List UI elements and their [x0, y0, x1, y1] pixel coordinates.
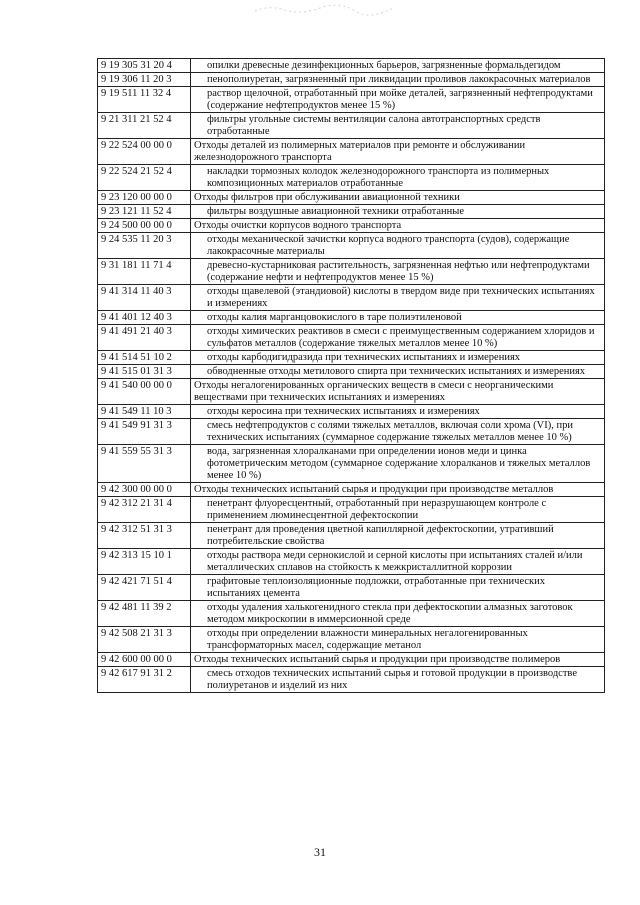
table-row [98, 191, 605, 205]
waste-description-cell: Отходы очистки корпусов водного транспорта [191, 219, 605, 233]
waste-code-cell: 9 41 559 55 31 3 [98, 445, 191, 483]
waste-code-cell: 9 42 300 00 00 0 [98, 483, 191, 497]
waste-description-cell: пенетрант для проведения цветной капиллярной дефектоскопии, утративший потребительские свойства [191, 523, 605, 549]
scan-noise-mark [250, 2, 400, 16]
waste-codes-table [97, 58, 605, 693]
table-row [98, 627, 605, 653]
table-row [98, 667, 605, 693]
waste-code-cell: 9 24 500 00 00 0 [98, 219, 191, 233]
waste-description-cell: отходы керосина при технических испытаниях и измерениях [191, 405, 605, 419]
waste-description-cell: пенополиуретан, загрязненный при ликвидации проливов лакокрасочных материалов [191, 73, 605, 87]
waste-description-cell: отходы удаления халькогенидного стекла при дефектоскопии алмазных заготовок методом микроскопии в иммерсионной среде [191, 601, 605, 627]
waste-code-cell: 9 41 514 51 10 2 [98, 351, 191, 365]
table-row [98, 483, 605, 497]
waste-description-cell: обводненные отходы метилового спирта при технических испытаниях и измерениях [191, 365, 605, 379]
waste-description-cell: вода, загрязненная хлоралканами при определении ионов меди и цинка фотометрическим методом (суммарное содержание хлоралканов и тяжелых металлов менее 10 %) [191, 445, 605, 483]
waste-description-cell: отходы раствора меди сернокислой и серной кислоты при испытаниях сталей и/или металлических сплавов на стойкость к межкристаллитной коррозии [191, 549, 605, 575]
waste-code-cell: 9 42 312 51 31 3 [98, 523, 191, 549]
waste-code-cell: 9 42 600 00 00 0 [98, 653, 191, 667]
table-row [98, 311, 605, 325]
waste-code-cell: 9 42 617 91 31 2 [98, 667, 191, 693]
waste-code-cell: 9 19 511 11 32 4 [98, 87, 191, 113]
waste-description-cell: отходы химических реактивов в смеси с преимущественным содержанием хлоридов и сульфатов металлов (содержание тяжелых металлов менее 10 %) [191, 325, 605, 351]
table-row [98, 405, 605, 419]
table-row [98, 113, 605, 139]
waste-description-cell: опилки древесные дезинфекционных барьеров, загрязненные формальдегидом [191, 59, 605, 73]
waste-code-cell: 9 19 306 11 20 3 [98, 73, 191, 87]
table-row [98, 259, 605, 285]
waste-code-cell: 9 42 481 11 39 2 [98, 601, 191, 627]
table-row [98, 445, 605, 483]
waste-description-cell: отходы щавелевой (этандиовой) кислоты в твердом виде при технических испытаниях и измерениях [191, 285, 605, 311]
waste-description-cell: смесь отходов технических испытаний сырья и готовой продукции в производстве полиуретанов и изделий из них [191, 667, 605, 693]
waste-description-cell: фильтры угольные системы вентиляции салона автотранспортных средств отработанные [191, 113, 605, 139]
waste-code-cell: 9 19 305 31 20 4 [98, 59, 191, 73]
table-row [98, 285, 605, 311]
table-row [98, 379, 605, 405]
table-row [98, 351, 605, 365]
table-row [98, 219, 605, 233]
waste-code-cell: 9 21 311 21 52 4 [98, 113, 191, 139]
table-row [98, 87, 605, 113]
table-row [98, 73, 605, 87]
table-row [98, 205, 605, 219]
waste-description-cell: отходы карбодигидразида при технических испытаниях и измерениях [191, 351, 605, 365]
table-row [98, 575, 605, 601]
waste-description-cell: накладки тормозных колодок железнодорожного транспорта из полимерных композиционных материалов отработанные [191, 165, 605, 191]
table-row [98, 325, 605, 351]
waste-description-cell: Отходы технических испытаний сырья и продукции при производстве полимеров [191, 653, 605, 667]
table-row [98, 419, 605, 445]
waste-code-cell: 9 41 491 21 40 3 [98, 325, 191, 351]
waste-description-cell: отходы при определении влажности минеральных негалогенированных трансформаторных масел, содержащие метанол [191, 627, 605, 653]
waste-code-cell: 9 41 314 11 40 3 [98, 285, 191, 311]
waste-description-cell: Отходы негалогенированных органических веществ в смеси с неорганическими веществами при технических испытаниях и измерениях [191, 379, 605, 405]
waste-code-cell: 9 31 181 11 71 4 [98, 259, 191, 285]
table-body [98, 59, 605, 693]
waste-code-cell: 9 42 313 15 10 1 [98, 549, 191, 575]
waste-code-cell: 9 23 120 00 00 0 [98, 191, 191, 205]
waste-code-cell: 9 41 549 11 10 3 [98, 405, 191, 419]
waste-description-cell: Отходы технических испытаний сырья и продукции при производстве металлов [191, 483, 605, 497]
table-row [98, 365, 605, 379]
table-row [98, 165, 605, 191]
table-row [98, 523, 605, 549]
waste-code-cell: 9 24 535 11 20 3 [98, 233, 191, 259]
waste-code-cell: 9 22 524 00 00 0 [98, 139, 191, 165]
table-row [98, 653, 605, 667]
waste-description-cell: графитовые теплоизоляционные подложки, отработанные при технических испытаниях цемента [191, 575, 605, 601]
waste-description-cell: отходы механической зачистки корпуса водного транспорта (судов), содержащие лакокрасочные материалы [191, 233, 605, 259]
table-row [98, 549, 605, 575]
table-row [98, 139, 605, 165]
waste-description-cell: пенетрант флуоресцентный, отработанный при неразрушающем контроле с применением люминесцентной дефектоскопии [191, 497, 605, 523]
page-number: 31 [314, 845, 326, 859]
waste-code-cell: 9 41 540 00 00 0 [98, 379, 191, 405]
waste-description-cell: фильтры воздушные авиационной техники отработанные [191, 205, 605, 219]
waste-code-cell: 9 42 312 21 31 4 [98, 497, 191, 523]
table-row [98, 497, 605, 523]
waste-code-cell: 9 23 121 11 52 4 [98, 205, 191, 219]
waste-code-cell: 9 41 401 12 40 3 [98, 311, 191, 325]
waste-code-cell: 9 22 524 21 52 4 [98, 165, 191, 191]
waste-code-cell: 9 41 515 01 31 3 [98, 365, 191, 379]
waste-description-cell: Отходы деталей из полимерных материалов при ремонте и обслуживании железнодорожного транспорта [191, 139, 605, 165]
waste-code-cell: 9 41 549 91 31 3 [98, 419, 191, 445]
waste-description-cell: отходы калия марганцовокислого в таре полиэтиленовой [191, 311, 605, 325]
waste-description-cell: раствор щелочной, отработанный при мойке деталей, загрязненный нефтепродуктами (содержание нефтепродуктов менее 15 %) [191, 87, 605, 113]
waste-code-cell: 9 42 508 21 31 3 [98, 627, 191, 653]
waste-description-cell: древесно-кустарниковая растительность, загрязненная нефтью или нефтепродуктами (содержание нефти и нефтепродуктов менее 15 %) [191, 259, 605, 285]
waste-description-cell: смесь нефтепродуктов с солями тяжелых металлов, включая соли хрома (VI), при технических испытаниях (суммарное содержание тяжелых металлов менее 10 %) [191, 419, 605, 445]
waste-code-cell: 9 42 421 71 51 4 [98, 575, 191, 601]
table-row [98, 59, 605, 73]
waste-description-cell: Отходы фильтров при обслуживании авиационной техники [191, 191, 605, 205]
table-row [98, 233, 605, 259]
table-row [98, 601, 605, 627]
